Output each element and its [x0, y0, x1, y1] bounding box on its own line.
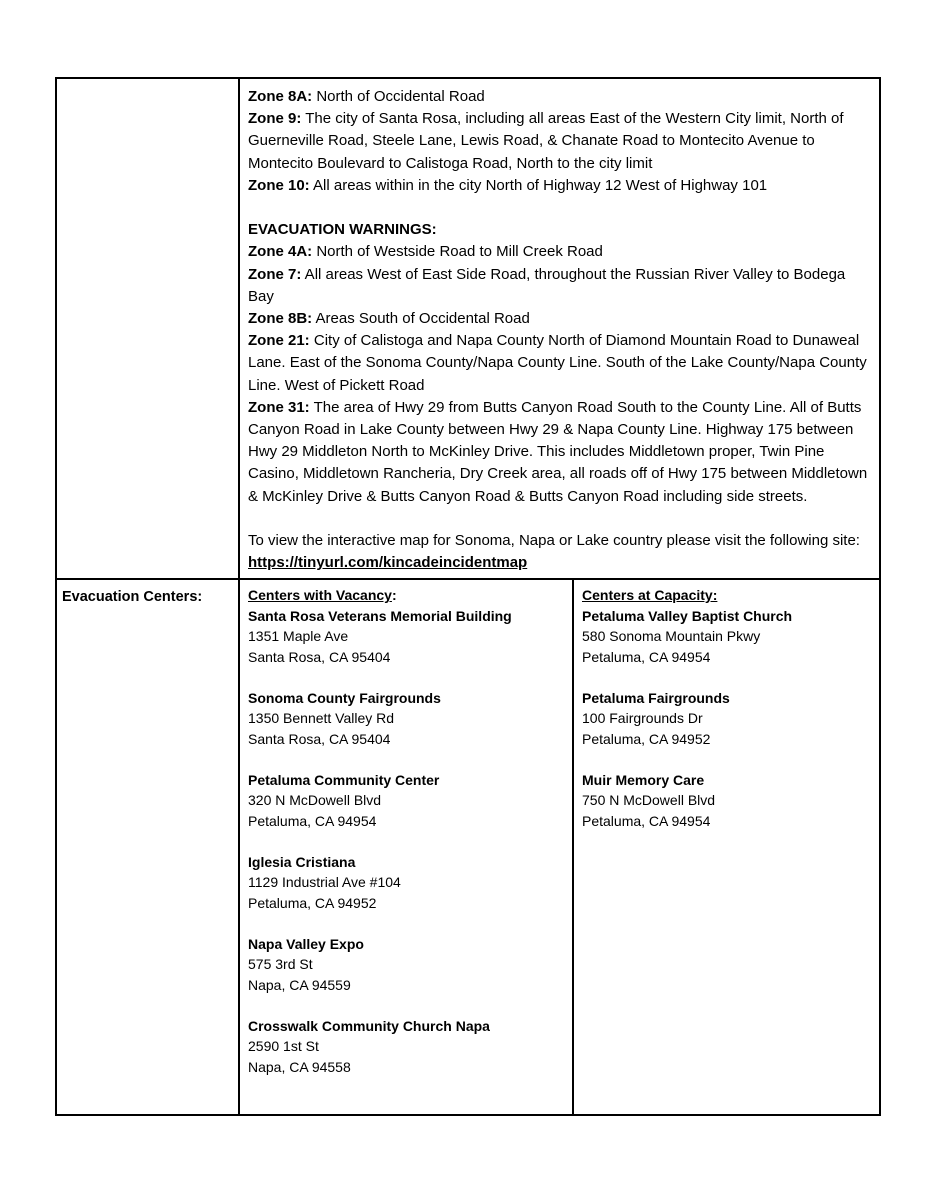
center-city: Napa, CA 94558	[248, 1058, 351, 1075]
zone-code: Zone 31:	[248, 398, 310, 416]
center-name: Muir Memory Care	[582, 771, 705, 788]
center-address: 1129 Industrial Ave #104	[248, 874, 401, 891]
vacancy-center	[248, 852, 564, 914]
center-address: 1350 Bennett Valley Rd	[248, 710, 395, 727]
vacancy-center	[248, 770, 564, 832]
zone-code: Zone 8B:	[248, 310, 313, 328]
center-name: Santa Rosa Veterans Memorial Building	[248, 607, 512, 624]
zone-10	[248, 175, 871, 197]
zone-9	[248, 108, 871, 175]
center-address: 750 N McDowell Blvd	[582, 792, 716, 809]
center-address: 2590 1st St	[248, 1038, 319, 1055]
zone-8a	[248, 86, 871, 108]
center-address: 575 3rd St	[248, 956, 313, 973]
zone-code: Zone 9:	[248, 110, 302, 128]
zone-text: The city of Santa Rosa, including all areas East of the Western City limit, North of Guerneville Road, Steele Lane, Lewis Road, & Chanate Road to Montecito Avenue to Montecito Boulevard to Calistoga Road, North to the city limit	[248, 110, 844, 172]
center-address: 580 Sonoma Mountain Pkwy	[582, 628, 761, 645]
vacancy-heading	[248, 585, 564, 606]
center-city: Petaluma, CA 94952	[248, 894, 377, 911]
warning-zone-4a	[248, 241, 871, 263]
zone-text: All areas West of East Side Road, throughout the Russian River Valley to Bodega Bay	[248, 265, 846, 305]
zone-text: The area of Hwy 29 from Butts Canyon Road South to the County Line. All of Butts Canyon Road in Lake County between Hwy 29 & Napa County Line. Highway 175 between Hwy 29 Middleton North to McKinley Drive. This includes Middletown proper, Twin Pine Casino, Middletown Rancheria, Dry Creek area, all roads off of Hwy 175 between Middletown & McKinley Drive & Butts Canyon Road & Butts Canyon Road including side streets.	[248, 398, 868, 505]
center-city: Napa, CA 94559	[248, 976, 351, 993]
incident-map-link[interactable]: https://tinyurl.com/kincadeincidentmap	[248, 554, 528, 572]
center-name: Iglesia Cristiana	[248, 853, 356, 870]
center-address: 100 Fairgrounds Dr	[582, 710, 703, 727]
capacity-center	[582, 688, 871, 750]
zone-code: Zone 21:	[248, 332, 310, 350]
zone-code: Zone 10:	[248, 176, 310, 194]
zone-code: Zone 4A:	[248, 243, 313, 261]
center-city: Santa Rosa, CA 95404	[248, 730, 391, 747]
zones-content-cell	[239, 78, 880, 579]
vacancy-center	[248, 688, 564, 750]
center-city: Petaluma, CA 94954	[582, 812, 711, 829]
center-name: Petaluma Valley Baptist Church	[582, 607, 793, 624]
center-city: Petaluma, CA 94952	[582, 730, 711, 747]
warning-zone-21	[248, 330, 871, 397]
center-address: 1351 Maple Ave	[248, 628, 349, 645]
capacity-heading: Centers at Capacity:	[582, 587, 718, 604]
warning-zone-7	[248, 264, 871, 308]
zone-code: Zone 8A:	[248, 88, 313, 105]
center-name: Sonoma County Fairgrounds	[248, 689, 441, 706]
zone-text: North of Occidental Road	[312, 88, 485, 105]
zones-row	[56, 78, 880, 579]
zone-text: North of Westside Road to Mill Creek Road	[312, 243, 603, 261]
center-city: Petaluma, CA 94954	[248, 812, 377, 829]
vacancy-center	[248, 934, 564, 996]
evacuation-centers-row	[56, 579, 880, 1115]
vacancy-center	[248, 1016, 564, 1078]
center-city: Santa Rosa, CA 95404	[248, 648, 391, 665]
capacity-column	[573, 579, 880, 1115]
zone-text: City of Calistoga and Napa County North of Diamond Mountain Road to Dunaweal Lane. East of the Sonoma County/Napa County Line. South of the Lake County/Napa County Line. West of Pickett Road	[248, 332, 867, 394]
vacancy-center	[248, 606, 564, 668]
warning-zone-31	[248, 397, 871, 508]
incident-table	[55, 77, 881, 1116]
capacity-center	[582, 770, 871, 832]
center-address: 320 N McDowell Blvd	[248, 792, 382, 809]
zone-text: Areas South of Occidental Road	[312, 310, 530, 328]
center-city: Petaluma, CA 94954	[582, 648, 711, 665]
map-note-text: To view the interactive map for Sonoma, Napa or Lake country please visit the following site:	[248, 532, 860, 550]
center-name: Napa Valley Expo	[248, 935, 364, 952]
vacancy-column	[239, 579, 573, 1115]
evacuation-centers-label-cell	[56, 579, 239, 1115]
vacancy-heading-text: Centers with Vacancy	[248, 587, 392, 604]
capacity-center	[582, 606, 871, 668]
evacuation-warnings-heading: EVACUATION WARNINGS:	[248, 221, 437, 239]
evacuation-centers-label: Evacuation Centers:	[62, 589, 203, 606]
vacancy-heading-colon: :	[391, 587, 397, 604]
center-name: Petaluma Fairgrounds	[582, 689, 730, 706]
warning-zone-8b	[248, 308, 871, 330]
center-name: Petaluma Community Center	[248, 771, 440, 788]
zone-code: Zone 7:	[248, 265, 302, 283]
zones-label-cell	[56, 78, 239, 579]
map-note	[248, 530, 871, 574]
center-name: Crosswalk Community Church Napa	[248, 1017, 490, 1034]
zone-text: All areas within in the city North of Highway 12 West of Highway 101	[309, 176, 768, 194]
